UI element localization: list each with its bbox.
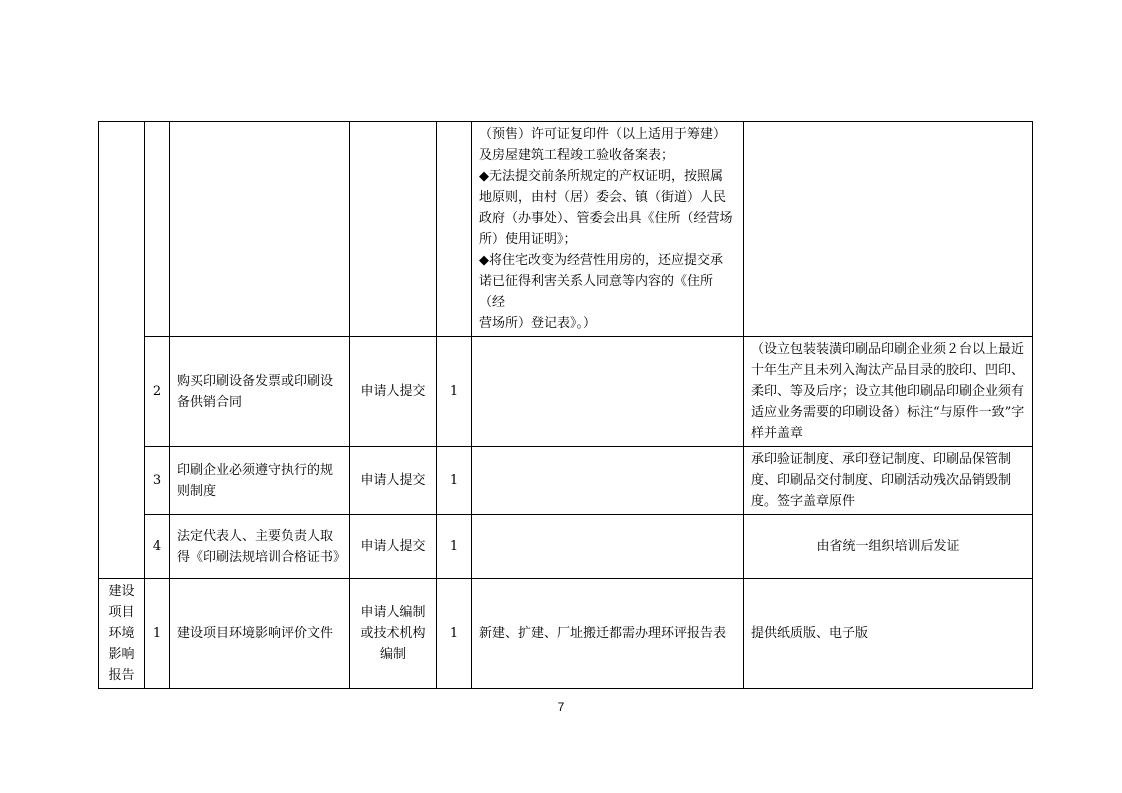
materials-table	[98, 121, 1033, 689]
source-cell: 申请人提交	[350, 337, 437, 447]
notes-cell	[744, 122, 1033, 337]
table-row	[99, 515, 1033, 579]
source-cell: 申请人提交	[350, 515, 437, 579]
table-row	[99, 122, 1033, 337]
material-cell: 建设项目环境影响评价文件	[170, 579, 350, 689]
material-cell: 购买印刷设备发票或印刷设备供销合同	[170, 337, 350, 447]
row-number-cell: 2	[145, 337, 170, 447]
material-cell	[170, 122, 350, 337]
source-cell: 申请人提交	[350, 447, 437, 515]
requirements-line: 地原则，由村（居）委会、镇（街道）人民	[479, 190, 727, 205]
notes-cell: 提供纸质版、电子版	[744, 579, 1033, 689]
section-cell-empty	[99, 122, 145, 579]
row-number-cell: 1	[145, 579, 170, 689]
requirements-cell	[472, 122, 744, 337]
section-title-line: 项目	[108, 605, 135, 620]
source-line: 编制	[379, 647, 406, 662]
copies-cell: 1	[437, 515, 472, 579]
section-title-line: 建设	[108, 584, 135, 599]
copies-cell: 1	[437, 447, 472, 515]
section-title-line: 影响	[108, 647, 135, 662]
section-title-line: 环境	[108, 626, 135, 641]
requirements-line: 政府（办事处）、管委会出具《住所（经营场	[479, 211, 733, 226]
section-title-cell	[99, 579, 145, 689]
material-cell: 法定代表人、主要负责人取得《印刷法规培训合格证书》	[170, 515, 350, 579]
notes-cell: （设立包装装潢印刷品印刷企业须２台以上最近十年生产且未列入淘汰产品目录的胶印、凹印、柔印、等及后序；设立其他印刷品印刷企业须有适应业务需要的印刷设备）标注“与原件一致”字样并盖章	[744, 337, 1033, 447]
source-line: 或技术机构	[360, 626, 426, 641]
requirements-line: （预售）许可证复印件（以上适用于筹建）	[479, 127, 727, 142]
source-cell	[350, 579, 437, 689]
requirements-cell: 新建、扩建、厂址搬迁都需办理环评报告表	[472, 579, 744, 689]
copies-cell	[437, 122, 472, 337]
notes-cell: 由省统一组织培训后发证	[744, 515, 1033, 579]
requirements-line: 及房屋建筑工程竣工验收备案表；	[479, 148, 675, 163]
copies-cell: 1	[437, 337, 472, 447]
row-number-cell	[145, 122, 170, 337]
notes-cell: 承印验证制度、承印登记制度、印刷品保管制度、印刷品交付制度、印刷活动残次品销毁制度。签字盖章原件	[744, 447, 1033, 515]
row-number-cell: 4	[145, 515, 170, 579]
requirements-cell	[472, 515, 744, 579]
copies-cell: 1	[437, 579, 472, 689]
requirements-line: ◆将住宅改变为经营性用房的，还应提交承	[479, 253, 723, 268]
requirements-cell	[472, 447, 744, 515]
requirements-line: 所）使用证明》；	[479, 232, 577, 247]
source-line: 申请人编制	[360, 605, 426, 620]
table-row	[99, 337, 1033, 447]
table-row	[99, 447, 1033, 515]
requirements-cell	[472, 337, 744, 447]
table-row	[99, 579, 1033, 689]
requirements-line: 诺已征得利害关系人同意等内容的《住所（经	[479, 274, 714, 310]
requirements-line: ◆无法提交前条所规定的产权证明，按照属	[479, 169, 723, 184]
page-number: 7	[557, 700, 565, 714]
source-cell	[350, 122, 437, 337]
row-number-cell: 3	[145, 447, 170, 515]
requirements-line: 营场所）登记表》。）	[479, 316, 597, 331]
material-cell: 印刷企业必须遵守执行的规则制度	[170, 447, 350, 515]
section-title-line: 报告	[108, 668, 135, 683]
